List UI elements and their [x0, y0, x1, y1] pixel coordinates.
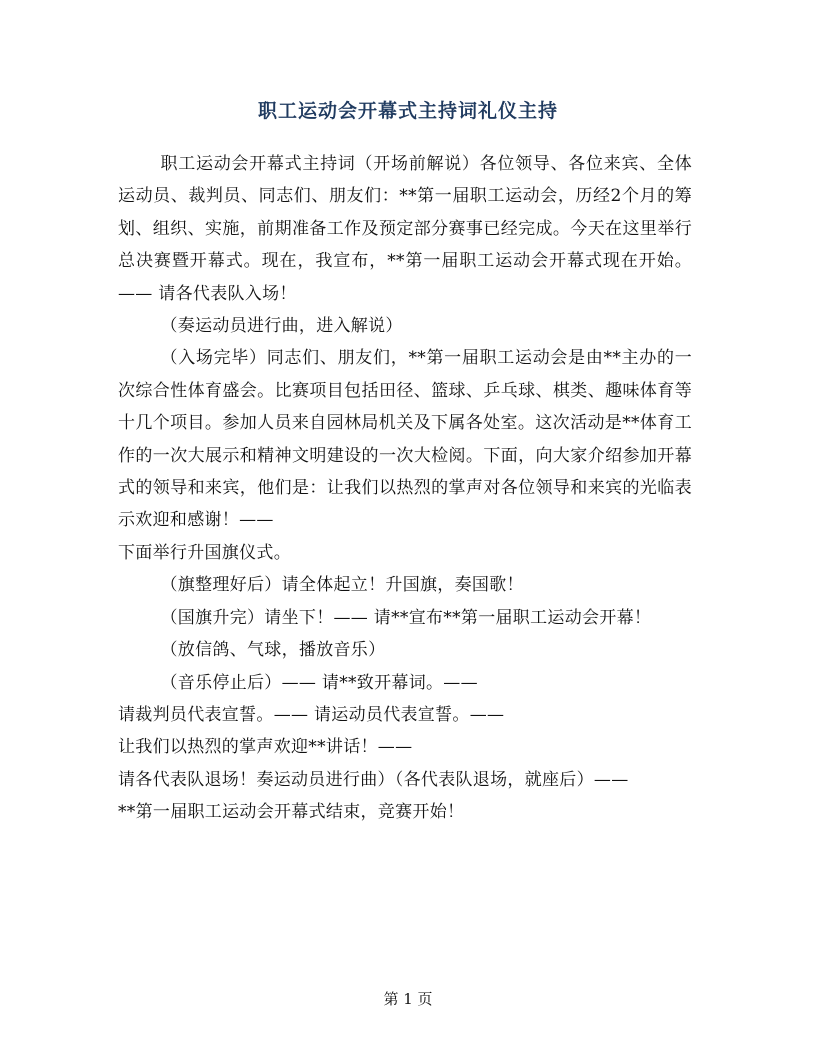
document-body — [118, 148, 692, 829]
paragraph: （旗整理好后）请全体起立！升国旗，奏国歌！ — [160, 575, 524, 596]
paragraph: 职工运动会开幕式主持词（开场前解说）各位领导、各位来宾、全体运动员、裁判员、同志们、朋友们：**第一届职工运动会，历经2个月的筹划、组织、实施，前期准备工作及预定部分赛事已经完成。今天在这里举行总决赛暨开幕式。现在，我宣布，**第一届职工运动会开幕式现在开始。—— 请各代表队入场！ — [118, 154, 692, 304]
paragraph: **第一届职工运动会开幕式结束，竞赛开始！ — [118, 802, 465, 823]
paragraph: （放信鸽、气球，播放音乐） — [160, 640, 386, 661]
paragraph: 让我们以热烈的掌声欢迎**讲话！—— — [118, 737, 413, 758]
paragraph: 请裁判员代表宣誓。—— 请运动员代表宣誓。—— — [118, 704, 505, 725]
document-title: 职工运动会开幕式主持词礼仪主持 — [257, 100, 558, 122]
paragraph: （国旗升完）请坐下！—— 请**宣布**第一届职工运动会开幕！ — [160, 607, 652, 628]
paragraph: 下面举行升国旗仪式。 — [118, 542, 291, 563]
page-number: 第 1 页 — [383, 990, 433, 1008]
paragraph: （入场完毕）同志们、朋友们，**第一届职工运动会是由**主办的一次综合性体育盛会。比赛项目包括田径、篮球、乒乓球、棋类、趣味体育等十几个项目。参加人员来自园林局机关及下属各处室。这次活动是**体育工作的一次大展示和精神文明建设的一次大检阅。下面，向大家介绍参加开幕式的领导和来宾，他们是：让我们以热烈的掌声对各位领导和来宾的光临表示欢迎和感谢！—— — [118, 348, 692, 531]
paragraph: 请各代表队退场！奏运动员进行曲）（各代表队退场，就座后）—— — [118, 769, 629, 790]
paragraph: （奏运动员进行曲，进入解说） — [160, 316, 403, 337]
paragraph: （音乐停止后）—— 请**致开幕词。—— — [160, 672, 478, 693]
